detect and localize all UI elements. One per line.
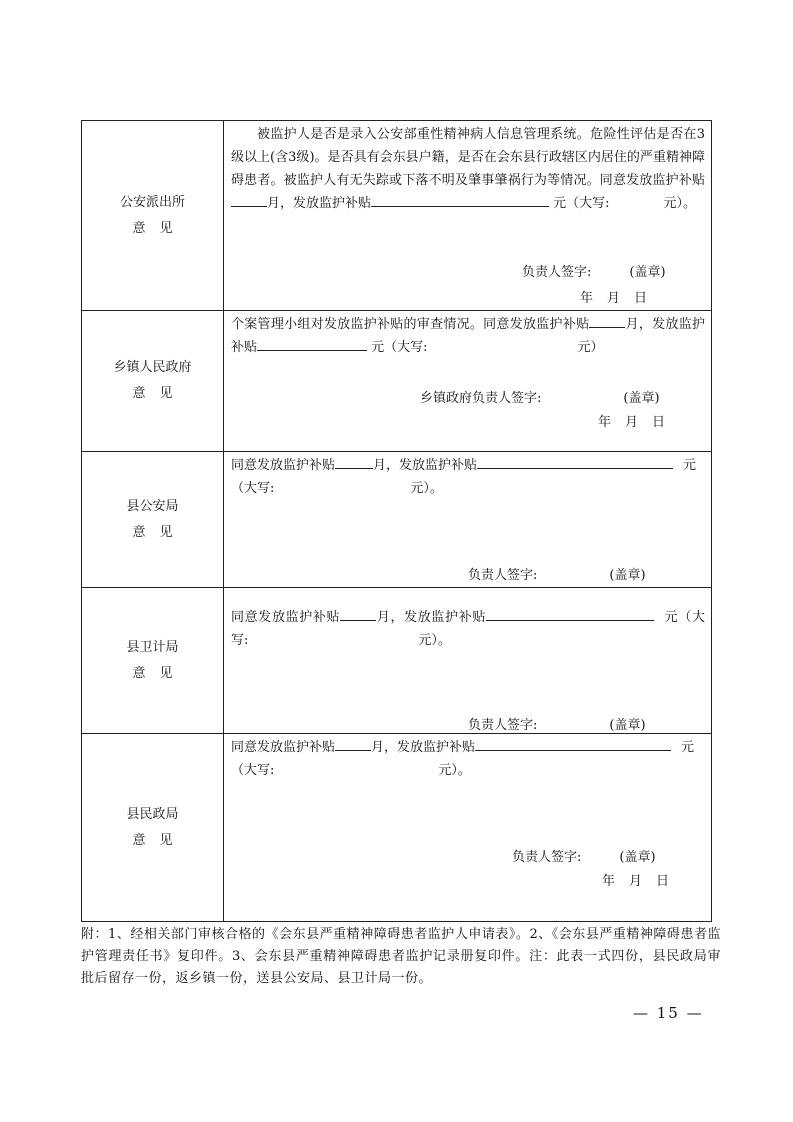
- label-line1: 县民政局: [126, 806, 179, 822]
- opinion-text-part: 元: [681, 740, 695, 755]
- opinion-text: [224, 452, 711, 500]
- form-row-county-public-security: [82, 452, 712, 588]
- opinion-cell-county-public-security: [224, 452, 712, 588]
- opinion-text: [224, 588, 711, 652]
- label-line2: 意见: [132, 220, 187, 236]
- row-label-township-government: [82, 311, 224, 452]
- date-day: 日: [656, 874, 670, 889]
- label-line2: 意见: [132, 832, 187, 848]
- date-month: 月: [625, 415, 639, 430]
- row-label-police-station: [82, 121, 224, 311]
- row-label-county-health-bureau: [82, 588, 224, 734]
- opinion-text-part: 同意发放监护补贴: [231, 458, 336, 473]
- seal-label: (盖章): [623, 391, 660, 406]
- opinion-text-part: 元）。: [410, 481, 443, 496]
- form-row-township-government: [82, 311, 712, 452]
- signer-label: 负责人签字:: [522, 265, 592, 280]
- seal-label: (盖章): [609, 568, 646, 583]
- label-line1: 公安派出所: [119, 194, 185, 210]
- label-line2: 意见: [132, 524, 187, 540]
- signature-line: [468, 564, 646, 583]
- opinion-text-part: 元）。: [438, 763, 471, 778]
- form-row-county-civil-affairs: [82, 734, 712, 922]
- opinion-text-part: 个案管理小组对发放监护补贴的审查情况。同意发放监护补贴: [231, 317, 590, 332]
- opinion-text-part: 元（大写:: [231, 610, 705, 648]
- date-year: 年: [598, 415, 612, 430]
- date-month: 月: [629, 874, 643, 889]
- months-blank[interactable]: [589, 313, 625, 328]
- form-row-police-station: [82, 121, 712, 311]
- label-line1: 县公安局: [126, 498, 179, 514]
- signature-line: [512, 846, 656, 865]
- amount-blank[interactable]: [475, 736, 671, 751]
- row-label-county-civil-affairs: [82, 734, 224, 922]
- opinion-text-part: 同意发放监护补贴: [231, 610, 341, 625]
- months-blank[interactable]: [335, 454, 373, 469]
- opinion-text-part: 月，发放监护补贴: [231, 317, 705, 355]
- opinion-text: [224, 311, 711, 359]
- opinion-text-part: 元（大写:: [553, 196, 610, 211]
- amount-blank[interactable]: [477, 454, 673, 469]
- opinion-text-part: 被监护人是否是录入公安部重性精神病人信息管理系统。危险性评估是否在3级以上(含3级)。是否具有会东县户籍，是否在会东县行政辖区内居住的严重精神障碍患者。被监护人有无失踪或下落不明及肇事肇祸行为等情况。同意发放监护补贴: [231, 127, 705, 188]
- date-year: 年: [580, 291, 594, 306]
- opinion-text-part: （大写:: [231, 481, 275, 496]
- date-line: [598, 411, 679, 430]
- opinion-cell-county-health-bureau: [224, 588, 712, 734]
- opinion-text-part: 元）: [577, 340, 604, 355]
- opinion-text: [224, 734, 711, 782]
- opinion-text-part: 元: [683, 458, 697, 473]
- amount-blank[interactable]: [371, 192, 549, 207]
- opinion-cell-county-civil-affairs: [224, 734, 712, 922]
- signer-label: 负责人签字:: [468, 718, 538, 733]
- label-line2: 意见: [132, 665, 187, 681]
- opinion-cell-police-station: [224, 121, 712, 311]
- opinion-text-part: 月，发放监护补贴: [267, 196, 372, 211]
- months-blank[interactable]: [231, 192, 267, 207]
- approval-form-table: [81, 120, 712, 922]
- amount-blank[interactable]: [257, 336, 367, 351]
- opinion-text-part: 月，发放监护补贴: [371, 740, 476, 755]
- date-day: 日: [652, 415, 666, 430]
- seal-label: (盖章): [629, 265, 666, 280]
- date-day: 日: [634, 291, 648, 306]
- label-line1: 乡镇人民政府: [113, 360, 192, 375]
- signature-line: [468, 714, 646, 733]
- label-line1: 县卫计局: [126, 639, 179, 655]
- opinion-cell-township-government: [224, 311, 712, 452]
- opinion-text-part: 月，发放监护补贴: [376, 610, 487, 625]
- signer-label: 乡镇政府负责人签字:: [420, 391, 542, 406]
- opinion-text: [224, 121, 711, 215]
- opinion-text-part: 元（大写:: [371, 340, 428, 355]
- date-line: [602, 870, 683, 889]
- months-blank[interactable]: [340, 606, 376, 621]
- attachment-note: 附：1、经相关部门审核合格的《会东县严重精神障碍患者监护人申请表》。2、《会东县严重精神障碍患者监护管理责任书》复印件。3、会东县严重精神障碍患者监护记录册复印件。注：此表一式四份，县民政局审批后留存一份，返乡镇一份，送县公安局、县卫计局一份。: [81, 927, 721, 986]
- page-number: — 15 —: [633, 1004, 704, 1022]
- opinion-text-part: 同意发放监护补贴: [231, 740, 336, 755]
- opinion-text-part: 元）。: [663, 196, 697, 211]
- seal-label: (盖章): [619, 850, 656, 865]
- label-line2: 意见: [132, 386, 187, 401]
- amount-blank[interactable]: [486, 606, 654, 621]
- opinion-text-part: 月，发放监护补贴: [373, 458, 478, 473]
- date-line: [580, 287, 661, 306]
- row-label-county-public-security: [82, 452, 224, 588]
- date-month: 月: [607, 291, 621, 306]
- signer-label: 负责人签字:: [468, 568, 538, 583]
- seal-label: (盖章): [609, 718, 646, 733]
- date-year: 年: [602, 874, 616, 889]
- form-row-county-health-bureau: [82, 588, 712, 734]
- signature-line: [522, 261, 666, 280]
- signer-label: 负责人签字:: [512, 850, 582, 865]
- opinion-text-part: （大写:: [231, 763, 275, 778]
- signature-line: [420, 387, 660, 406]
- opinion-text-part: 元）。: [418, 633, 451, 648]
- months-blank[interactable]: [335, 736, 371, 751]
